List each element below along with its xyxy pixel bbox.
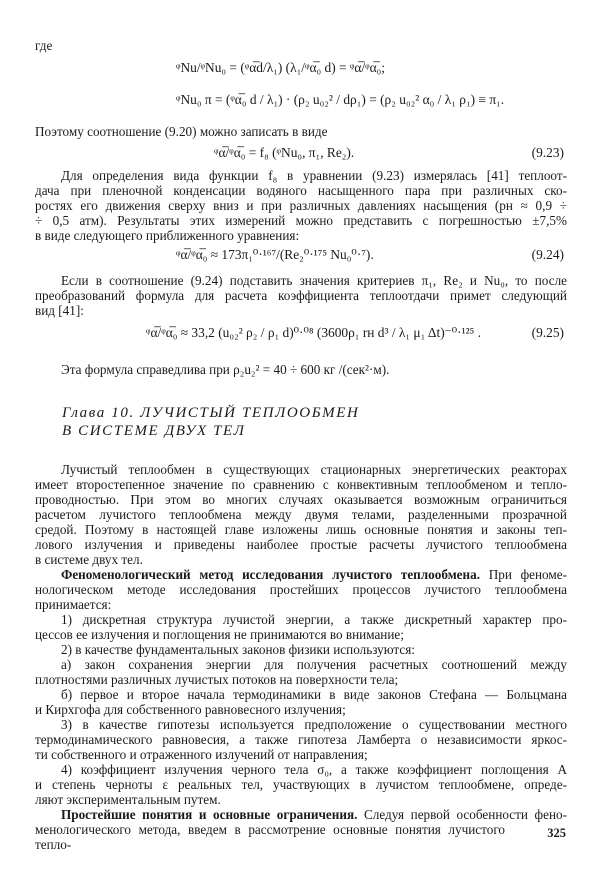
text-line-22: цессов ее излучения и поглощения не принимаются во внимание; <box>35 627 404 642</box>
text-line-29: термодинамического равновесия, а также гипотеза Ламберта о независимости яркос- <box>35 732 567 747</box>
eq-number-9-25: (9.25) <box>531 325 564 340</box>
text-line-1: Поэтому соотношение (9.20) можно записать в виде <box>35 124 328 139</box>
intro-word: где <box>35 38 53 53</box>
text-line-17: в системе двух тел. <box>35 552 143 567</box>
formula-nu-ratio: ᵠNu/ᵠNu₀ = (ᵠα̅d/λ₁) (λ₁/ᵠα̅₀ d) = ᵠα̅/ᵠα̅₀; <box>176 60 386 75</box>
text-line-15: средой. Поэтому в настоящей главе изложены лишь основные понятия и законы теп- <box>35 522 567 537</box>
text-line-18 <box>35 567 567 582</box>
text-line-11: Лучистый теплообмен в существующих стационарных энергетических реакторах <box>61 462 567 477</box>
text-line-26: б) первое и второе начала термодинамики в виде законов Стефана — Больцмана <box>61 687 567 702</box>
text-line-23: 2) в качестве фундаментальных законов физики используются: <box>61 642 415 657</box>
text-line-30: ти собственного и отраженного излучений от направления; <box>35 747 368 762</box>
chapter-heading-line-1: Глава 10. ЛУЧИСТЫЙ ТЕПЛООБМЕН <box>62 405 360 421</box>
text-line-33: ляют экспериментальным путем. <box>35 792 221 807</box>
text-line-20: принимается: <box>35 597 112 612</box>
page-number: 325 <box>547 826 566 840</box>
chapter-heading-line-2: В СИСТЕМЕ ДВУХ ТЕЛ <box>62 423 246 439</box>
formula-9-24: ᵠα̅/ᵠα̅₀ ≈ 173π₁⁰·¹⁶⁷/(Re₂⁰·¹⁷⁵ Nu₀⁰·⁷). <box>176 247 374 262</box>
eq-number-9-23: (9.23) <box>531 145 564 160</box>
text-line-6: в виде следующего приближенного уравнения: <box>35 228 300 243</box>
text-line-35: менологического метода, введем в рассмотрение основные понятия лучистого тепло- <box>35 822 505 853</box>
eq-number-9-24: (9.24) <box>531 247 564 262</box>
text-line-8: преобразований формула для расчета коэффициента теплоотдачи примет следующий <box>35 288 567 303</box>
text-line-16: лового излучения и приведены наиболее простые расчеты лучистого теплообмена <box>35 537 567 552</box>
text-line-2: Для определения вида функции f₈ в уравнении (9.23) измерялась [41] теплоот- <box>61 168 567 183</box>
text-line-25: плотностями различных лучистых потоков на поверхности тела; <box>35 672 399 687</box>
text-line-5: ÷ 0,5 атм). Результаты этих измерений можно представить с погрешностью ±7,5% <box>35 213 567 228</box>
text-line-34 <box>35 807 567 822</box>
text-line-10: Эта формула справедлива при ρ₂u₂² = 40 ÷ 600 кг /(сек²·м). <box>61 362 390 377</box>
text-line-27: и Кирхгофа для собственного равновесного излучения; <box>35 702 346 717</box>
bold-phrase-2: Простейшие понятия и основные ограничения. <box>61 807 358 822</box>
text-line-19: нологическом методе исследования простейших процессов лучистого теплообмена <box>35 582 567 597</box>
inline-run-2: Следуя первой особенности фено- <box>357 807 567 822</box>
formula-9-25: ᵠα̅/ᵠα̅₀ ≈ 33,2 (u₀₂² ρ₂ / ρ₁ d)⁰·⁰⁸ (3600ρ₁ rн d³ / λ₁ μ₁ Δt)⁻⁰·¹²⁵ . <box>146 325 481 340</box>
text-line-31: 4) коэффициент излучения черного тела σ₀, а также коэффициент поглощения A <box>61 762 567 777</box>
text-line-3: дача при пленочной конденсации водяного насыщенного пара при различных ско- <box>35 183 567 198</box>
formula-9-23: ᵠα̅/ᵠα̅₀ = f₈ (ᵠNu₀, π₁, Re₂). <box>214 145 355 160</box>
text-line-13: проводностью. При этом во многих случаях оказывается возможным ограничиться <box>35 492 567 507</box>
text-line-4: ростях его движения сверху вниз и при различных давлениях насыщения (pн ≈ 0,9 ÷ <box>35 198 567 213</box>
text-line-24: а) закон сохранения энергии для получения расчетных соотношений между <box>61 657 567 672</box>
inline-run-1: При феноме- <box>480 567 567 582</box>
text-line-14: расчетом лучистого теплообмена между двумя телами, разделенными прозрачной <box>35 507 567 522</box>
text-line-32: и степень черноты ε реальных тел, участвующих в лучистом теплообмене, опреде- <box>35 777 567 792</box>
text-line-21: 1) дискретная структура лучистой энергии, а также дискретный характер про- <box>61 612 567 627</box>
text-line-9: вид [41]: <box>35 303 84 318</box>
text-line-12: имеет второстепенное значение по сравнению с конвективным теплообменом и тепло- <box>35 477 567 492</box>
text-line-7: Если в соотношение (9.24) подставить значения критериев π₁, Re₂ и Nu₀, то после <box>61 273 567 288</box>
text-line-28: 3) в качестве гипотезы используется предположение о существовании местного <box>61 717 567 732</box>
formula-pi1: ᵠNu₀ π = (ᵠα̅₀ d / λ₁) · (ρ₂ u₀₂² / dρ₁) = (ρ₂ u₀₂² α₀ / λ₁ ρ₁) ≡ π₁. <box>176 92 505 107</box>
bold-phrase-1: Феноменологический метод исследования лучистого теплообмена. <box>61 567 481 582</box>
